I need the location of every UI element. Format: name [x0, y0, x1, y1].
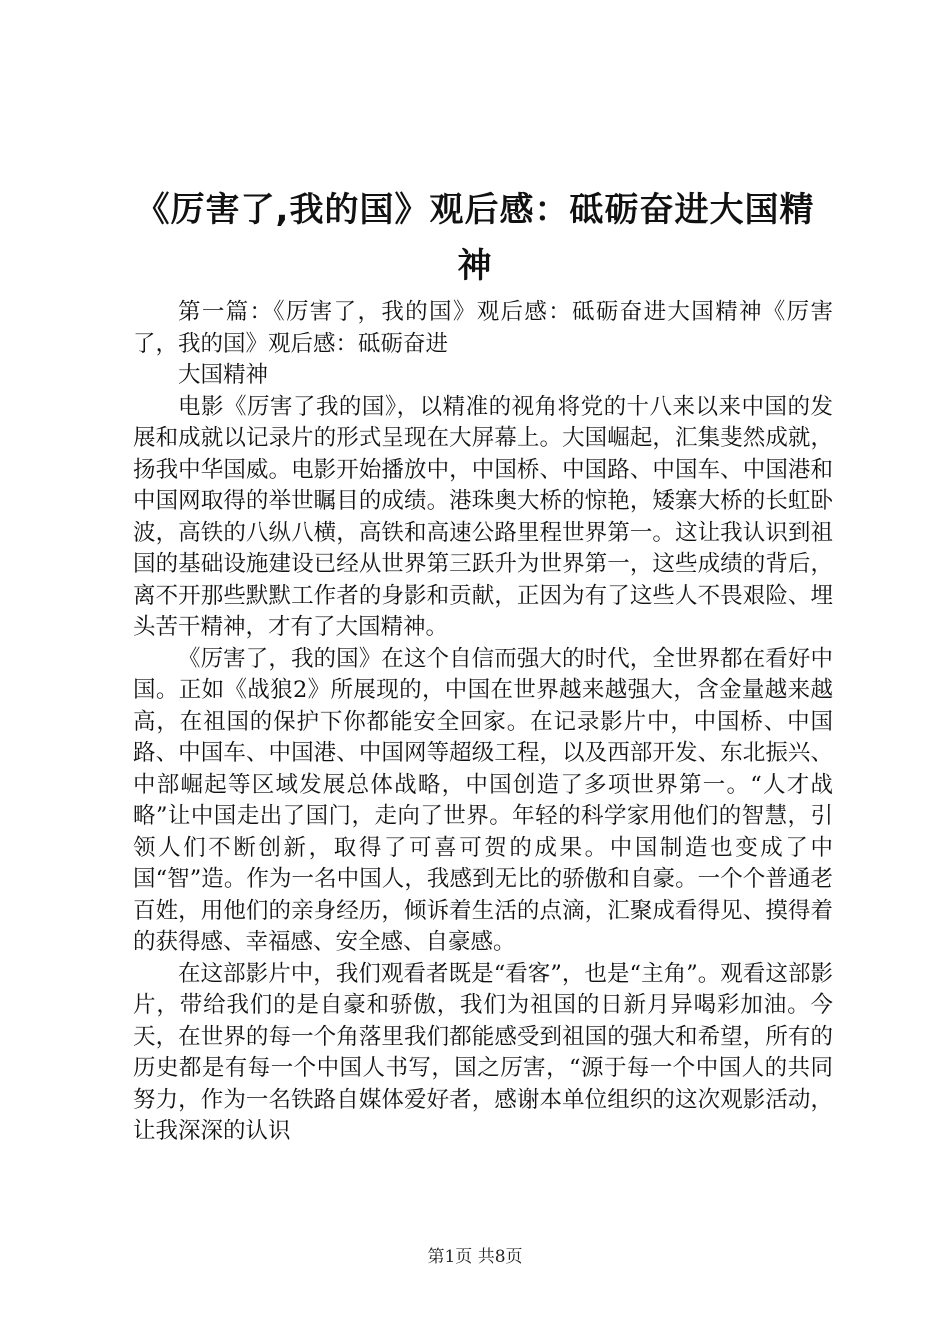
paragraph-intro: 第一篇：《厉害了，我的国》观后感：砥砺奋进大国精神《厉害了，我的国》观后感：砥砺奋进 — [133, 299, 833, 357]
paragraph-subheading: 大国精神 — [178, 362, 269, 388]
document-body — [133, 297, 833, 1148]
paragraph-body-1: 电影《厉害了我的国》，以精准的视角将党的十八来以来中国的发展和成就以记录片的形式呈现在大屏幕上。大国崛起，汇集斐然成就，扬我中华国威。电影开始播放中，中国桥、中国路、中国车、中国港和中国网取得的举世瞩目的成绩。港珠奥大桥的惊艳，矮寨大桥的长虹卧波，高铁的八纵八横，高铁和高速公路里程世界第一。这让我认识到祖国的基础设施建设已经从世界第三跃升为世界第一，这些成绩的背后，离不开那些默默工作者的身影和贡献，正因为有了这些人不畏艰险、埋头苦干精神，才有了大国精神。 — [133, 393, 833, 640]
document-title: 《厉害了,我的国》观后感：砥砺奋进大国精神 — [135, 190, 815, 286]
paragraph-body-2: 《厉害了，我的国》在这个自信而强大的时代，全世界都在看好中国。正如《战狼2》所展现的，中国在世界越来越强大，含金量越来越高，在祖国的保护下你都能安全回家。在记录影片中，中国桥、中国路、中国车、中国港、中国网等超级工程，以及西部开发、东北振兴、中部崛起等区域发展总体战略，中国创造了多项世界第一。“人才战略”让中国走出了国门，走向了世界。年轻的科学家用他们的智慧，引领人们不断创新，取得了可喜可贺的成果。中国制造也变成了中国“智”造。作为一名中国人，我感到无比的骄傲和自豪。一个个普通老百姓，用他们的亲身经历，倾诉着生活的点滴，汇聚成看得见、摸得着的获得感、幸福感、安全感、自豪感。 — [133, 645, 833, 955]
paragraph-body-3: 在这部影片中，我们观看者既是“看客”，也是“主角”。观看这部影片，带给我们的是自豪和骄傲，我们为祖国的日新月异喝彩加油。今天，在世界的每一个角落里我们都能感受到祖国的强大和希望，所有的历史都是有每一个中国人书写，国之厉害，“源于每一个中国人的共同努力，作为一名铁路自媒体爱好者，感谢本单位组织的这次观影活动，让我深深的认识 — [133, 960, 833, 1144]
page-number-footer: 第1页 共8页 — [427, 1247, 523, 1267]
